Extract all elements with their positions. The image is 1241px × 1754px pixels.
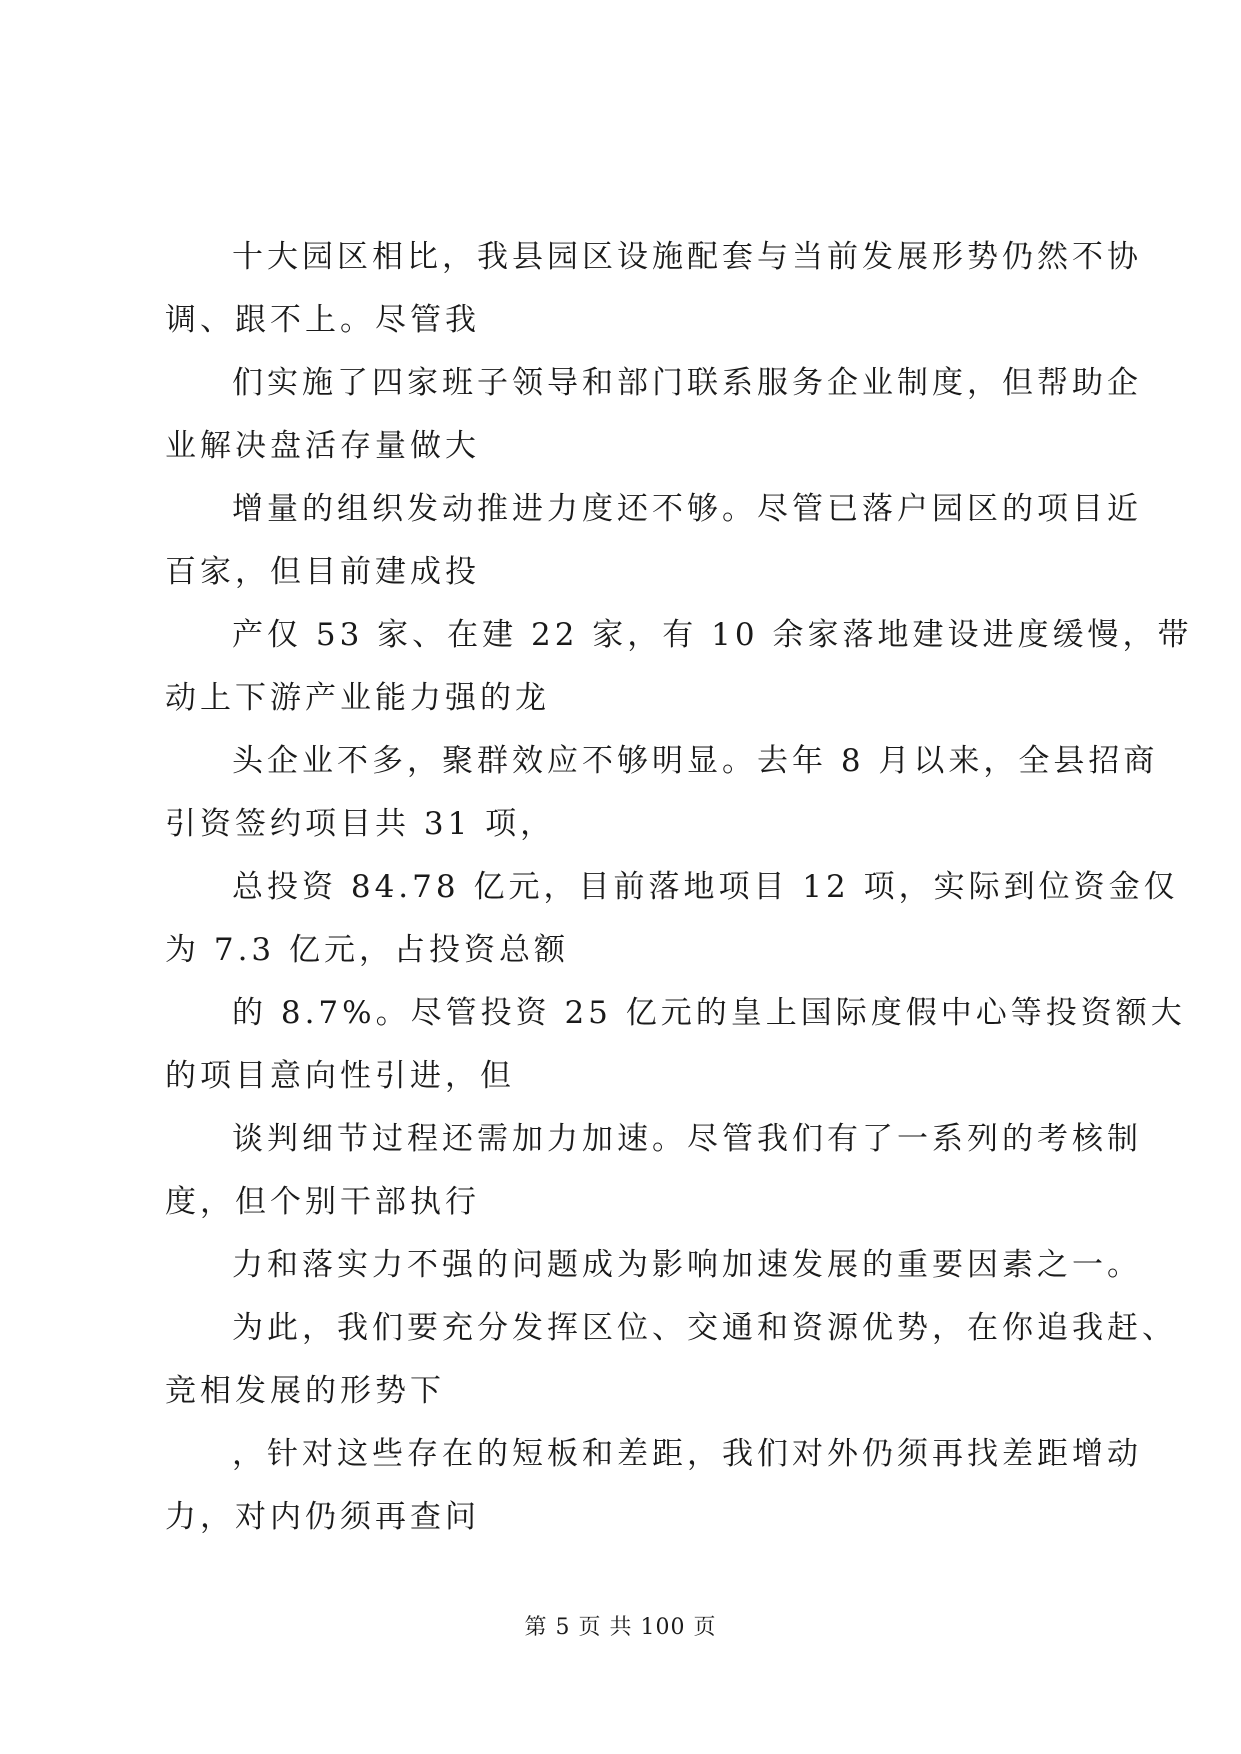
body-line-1: 十大园区相比，我县园区设施配套与当前发展形势仍然不协 bbox=[232, 239, 1142, 275]
body-line-20: ，针对这些存在的短板和差距，我们对外仍须再找差距增动 bbox=[232, 1436, 1142, 1472]
body-line-21: 力，对内仍须再查问 bbox=[165, 1499, 480, 1535]
body-line-15: 谈判细节过程还需加力加速。尽管我们有了一系列的考核制 bbox=[232, 1121, 1142, 1157]
body-line-13: 的 8.7%。尽管投资 25 亿元的皇上国际度假中心等投资额大 bbox=[232, 995, 1186, 1031]
body-line-7: 产仅 53 家、在建 22 家，有 10 余家落地建设进度缓慢，带 bbox=[232, 617, 1193, 653]
body-line-10: 引资签约项目共 31 项， bbox=[165, 806, 556, 842]
body-line-8: 动上下游产业能力强的龙 bbox=[165, 680, 550, 716]
body-line-9: 头企业不多，聚群效应不够明显。去年 8 月以来，全县招商 bbox=[232, 743, 1159, 779]
body-line-6: 百家，但目前建成投 bbox=[165, 554, 480, 590]
body-line-17: 力和落实力不强的问题成为影响加速发展的重要因素之一。 bbox=[232, 1247, 1142, 1283]
body-line-16: 度，但个别干部执行 bbox=[165, 1184, 480, 1220]
body-line-5: 增量的组织发动推进力度还不够。尽管已落户园区的项目近 bbox=[232, 491, 1142, 527]
body-line-18: 为此，我们要充分发挥区位、交通和资源优势，在你追我赶、 bbox=[232, 1310, 1177, 1346]
body-line-14: 的项目意向性引进，但 bbox=[165, 1058, 515, 1094]
body-line-12: 为 7.3 亿元，占投资总额 bbox=[165, 932, 570, 968]
body-line-19: 竞相发展的形势下 bbox=[165, 1373, 445, 1409]
body-line-2: 调、跟不上。尽管我 bbox=[165, 302, 480, 338]
body-line-4: 业解决盘活存量做大 bbox=[165, 428, 480, 464]
body-line-3: 们实施了四家班子领导和部门联系服务企业制度，但帮助企 bbox=[232, 365, 1142, 401]
page-number-footer: 第 5 页 共 100 页 bbox=[524, 1615, 717, 1640]
body-line-11: 总投资 84.78 亿元，目前落地项目 12 项，实际到位资金仅 bbox=[232, 869, 1179, 905]
